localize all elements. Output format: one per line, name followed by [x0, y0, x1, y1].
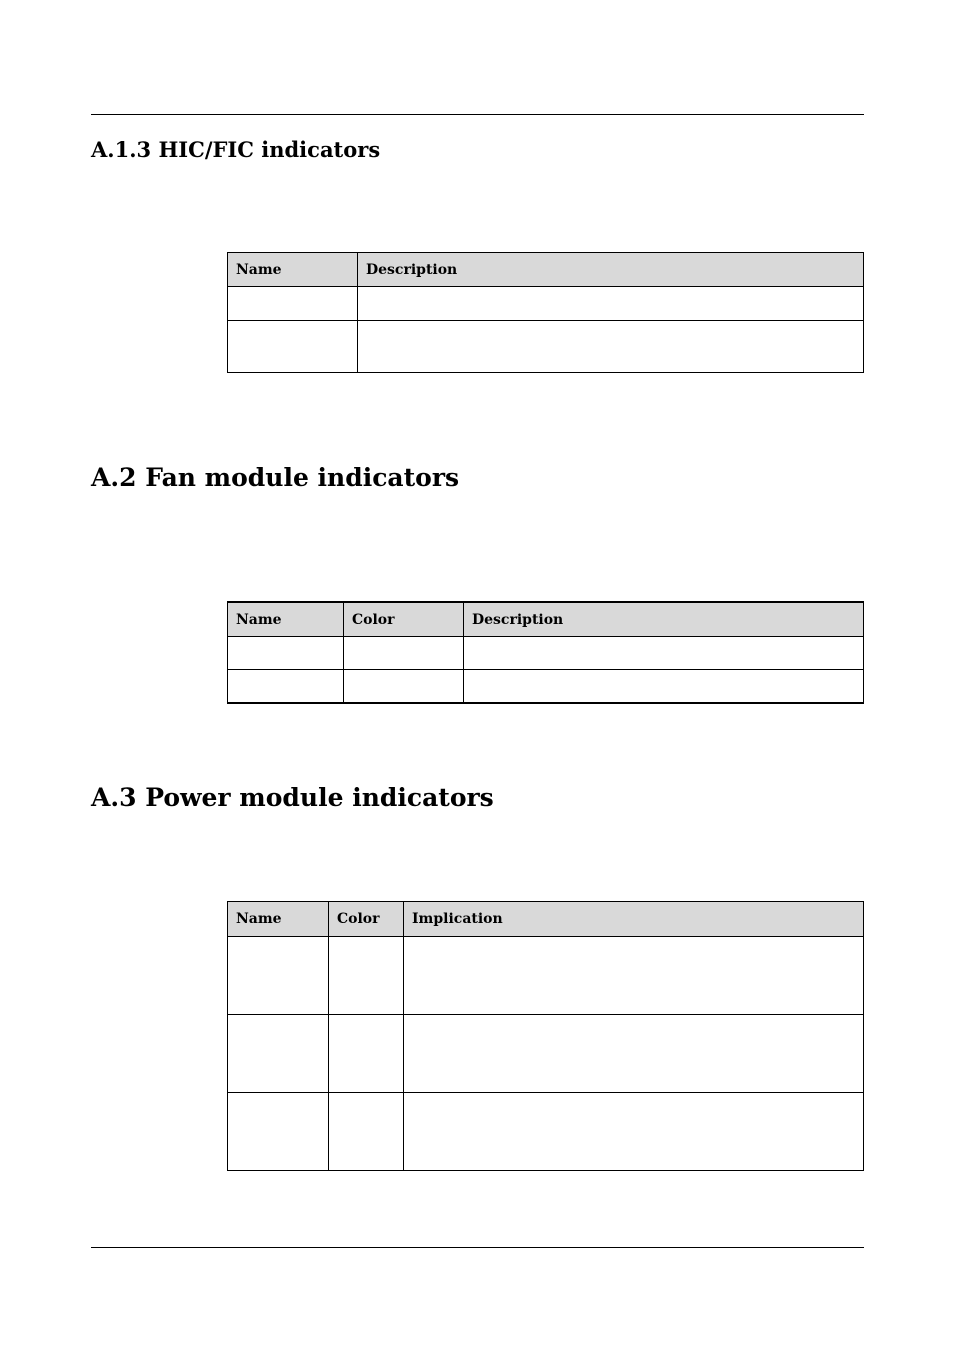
- section-heading-fan-module: A.2 Fan module indicators: [91, 463, 460, 492]
- hic-fic-indicators-table: [227, 252, 864, 373]
- table-header-row: [228, 253, 864, 287]
- table-cell: [228, 1093, 329, 1171]
- table-row: [228, 287, 864, 321]
- table-cell: [404, 1093, 864, 1171]
- table-header-row: [228, 602, 864, 637]
- section-heading-hic-fic: A.1.3 HIC/FIC indicators: [91, 137, 381, 162]
- column-header-name: Name: [228, 902, 329, 937]
- table-cell: [404, 1015, 864, 1093]
- column-header-description: Description: [358, 253, 864, 287]
- table-cell: [329, 937, 404, 1015]
- column-header-name: Name: [228, 602, 344, 637]
- column-header-name: Name: [228, 253, 358, 287]
- table-cell: [464, 637, 864, 670]
- footer-rule: [91, 1247, 864, 1248]
- table-cell: [464, 670, 864, 704]
- table-header-row: [228, 902, 864, 937]
- fan-module-indicators-table: [227, 601, 864, 704]
- table-row: [228, 321, 864, 373]
- table-cell: [228, 937, 329, 1015]
- table-cell: [344, 670, 464, 704]
- section-heading-power-module: A.3 Power module indicators: [91, 783, 494, 812]
- table-cell: [228, 1015, 329, 1093]
- table-cell: [344, 637, 464, 670]
- table-cell: [329, 1093, 404, 1171]
- table-row: [228, 1093, 864, 1171]
- header-rule: [91, 114, 864, 115]
- table-cell: [329, 1015, 404, 1093]
- column-header-color: Color: [344, 602, 464, 637]
- table-cell: [358, 287, 864, 321]
- power-module-indicators-table: [227, 901, 864, 1171]
- column-header-color: Color: [329, 902, 404, 937]
- table-row: [228, 637, 864, 670]
- table-cell: [228, 287, 358, 321]
- table-cell: [228, 321, 358, 373]
- table-row: [228, 1015, 864, 1093]
- table-cell: [228, 670, 344, 704]
- column-header-implication: Implication: [404, 902, 864, 937]
- table-row: [228, 937, 864, 1015]
- table-cell: [228, 637, 344, 670]
- table-cell: [358, 321, 864, 373]
- table-cell: [404, 937, 864, 1015]
- table-row: [228, 670, 864, 704]
- column-header-description: Description: [464, 602, 864, 637]
